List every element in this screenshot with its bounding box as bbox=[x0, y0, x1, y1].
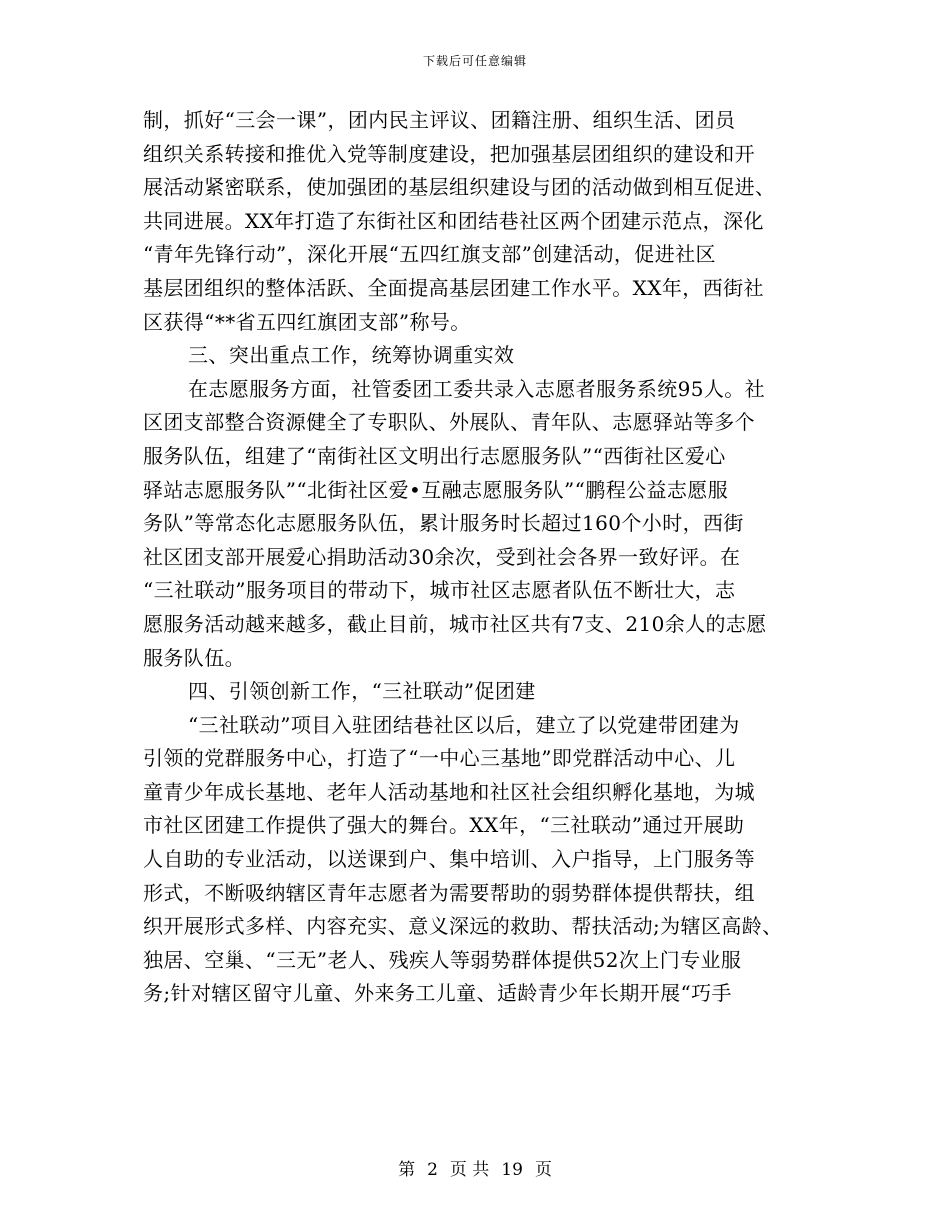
text-line: 在志愿服务方面，社管委团工委共录入志愿者服务系统95人。社 bbox=[188, 376, 766, 401]
text-line: 展活动紧密联系，使加强团的基层组织建设与团的活动做到相互促进、 bbox=[143, 175, 776, 200]
text-line: 组织关系转接和推优入党等制度建设，把加强基层团组织的建设和开 bbox=[143, 141, 755, 166]
text-line: 引领的党群服务中心，打造了“一中心三基地”即党群活动中心、儿 bbox=[143, 746, 736, 771]
footer-middle: 页 共 bbox=[449, 1160, 490, 1180]
text-line: 愿服务活动越来越多，截止目前，城市社区共有7支、210余人的志愿 bbox=[143, 611, 767, 636]
section-heading: 四、引领创新工作，“三社联动”促团建 bbox=[188, 679, 536, 704]
text-line: 驿站志愿服务队”“北街社区爱•互融志愿服务队”“鹏程公益志愿服 bbox=[143, 477, 729, 502]
text-line: 基层团组织的整体活跃、全面提高基层团建工作水平。XX年，西街社 bbox=[143, 275, 764, 300]
text-line: 务队”等常态化志愿服务队伍，累计服务时长超过160个小时，西街 bbox=[143, 511, 744, 536]
text-line: 共同进展。XX年打造了东街社区和团结巷社区两个团建示范点，深化 bbox=[143, 208, 764, 233]
text-line: “三社联动”服务项目的带动下，城市社区志愿者队伍不断壮大，志 bbox=[143, 578, 736, 603]
page-total: 19 bbox=[501, 1160, 523, 1180]
text-line: 制，抓好“三会一课”，团内民主评议、团籍注册、组织生活、团员 bbox=[143, 108, 736, 132]
text-line: 服务队伍。 bbox=[143, 645, 245, 670]
text-line: 区团支部整合资源健全了专职队、外展队、青年队、志愿驿站等多个 bbox=[143, 410, 755, 435]
text-line: “三社联动”项目入驻团结巷社区以后，建立了以党建带团建为 bbox=[188, 712, 740, 737]
text-line: 形式，不断吸纳辖区青年志愿者为需要帮助的弱势群体提供帮扶，组 bbox=[143, 880, 755, 905]
page-header: 下载后可任意编辑 bbox=[422, 54, 527, 68]
text-line: 童青少年成长基地、老年人活动基地和社区社会组织孵化基地，为城 bbox=[143, 779, 755, 804]
text-line: 独居、空巢、“三无”老人、残疾人等弱势群体提供52次上门专业服 bbox=[143, 947, 742, 972]
text-line: 社区团支部开展爱心捐助活动30余次，受到社会各界一致好评。在 bbox=[143, 544, 741, 569]
section-heading: 三、突出重点工作，统筹协调重实效 bbox=[188, 343, 515, 368]
text-line: 服务队伍，组建了“南街社区文明出行志愿服务队”“西街社区爱心 bbox=[143, 443, 726, 468]
document-body bbox=[143, 104, 823, 1011]
text-line: 织开展形式多样、内容充实、意义深远的救助、帮扶活动;为辖区高龄、 bbox=[143, 914, 783, 939]
text-line: 区获得“**省五四红旗团支部”称号。 bbox=[143, 309, 471, 334]
text-line: 市社区团建工作提供了强大的舞台。XX年，“三社联动”通过开展助 bbox=[143, 813, 745, 838]
footer-suffix: 页 bbox=[534, 1160, 552, 1180]
page-footer bbox=[0, 1155, 950, 1180]
text-line: “青年先锋行动”，深化开展“五四红旗支部”创建活动，促进社区 bbox=[143, 242, 716, 267]
text-line: 人自助的专业活动，以送课到户、集中培训、入户指导，上门服务等 bbox=[143, 847, 755, 872]
page-number: 2 bbox=[427, 1160, 438, 1180]
footer-prefix: 第 bbox=[398, 1160, 416, 1180]
text-line: 务;针对辖区留守儿童、外来务工儿童、适龄青少年长期开展“巧手 bbox=[143, 981, 732, 1006]
